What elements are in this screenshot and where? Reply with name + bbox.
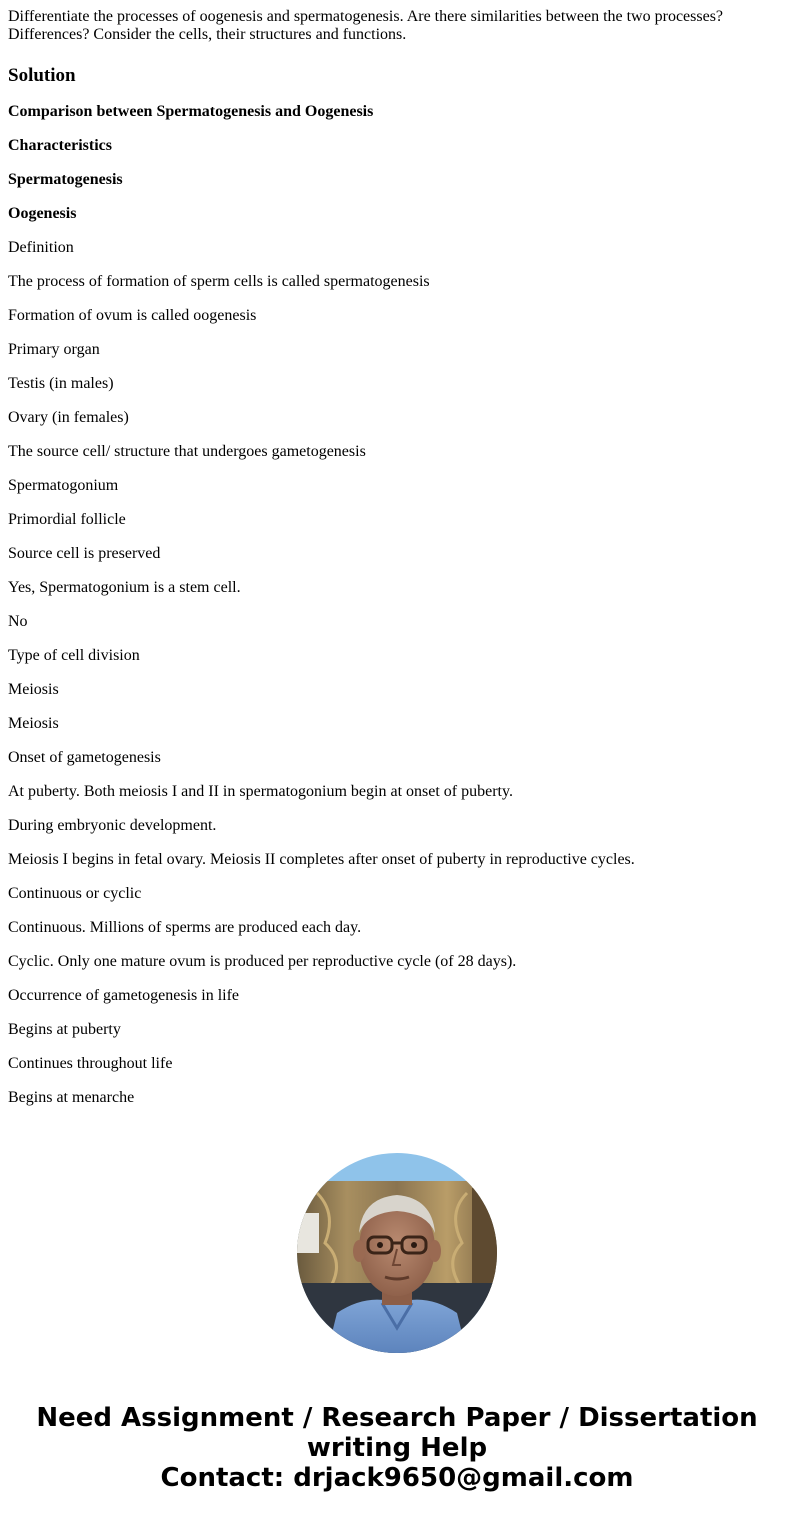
comparison-line: Testis (in males): [8, 375, 114, 392]
comparison-line: The source cell/ structure that undergoes gametogenesis: [8, 443, 366, 460]
comparison-line: Onset of gametogenesis: [8, 749, 161, 766]
comparison-line: Primary organ: [8, 341, 100, 358]
header-characteristics: Characteristics: [8, 137, 112, 154]
comparison-line: Type of cell division: [8, 647, 140, 664]
comparison-line: Meiosis: [8, 715, 59, 732]
comparison-line: Continuous or cyclic: [8, 885, 142, 902]
comparison-line: Spermatogonium: [8, 477, 119, 494]
comparison-line: Primordial follicle: [8, 511, 126, 528]
comparison-line: During embryonic development.: [8, 817, 217, 834]
comparison-line: Continues throughout life: [8, 1055, 173, 1072]
header-spermatogenesis: Spermatogenesis: [8, 171, 123, 188]
comparison-line: Yes, Spermatogonium is a stem cell.: [8, 579, 241, 596]
comparison-line: Ovary (in females): [8, 409, 129, 426]
comparison-line: Meiosis: [8, 681, 59, 698]
comparison-line: Occurrence of gametogenesis in life: [8, 987, 240, 1004]
comparison-line: Continuous. Millions of sperms are produced each day.: [8, 919, 362, 936]
promo-contact: Contact: drjack9650@gmail.com: [160, 1463, 634, 1493]
author-avatar: [297, 1153, 497, 1353]
comparison-line: Meiosis I begins in fetal ovary. Meiosis II completes after onset of puberty in reproductive cycles.: [8, 851, 635, 868]
comparison-line: Cyclic. Only one mature ovum is produced per reproductive cycle (of 28 days).: [8, 953, 517, 970]
question-text: Differentiate the processes of oogenesis and spermatogenesis. Are there similarities between the two processes? Differences? Consider the cells, their structures and functions.: [8, 8, 724, 43]
comparison-line: No: [8, 613, 28, 630]
promo-line-1: Need Assignment / Research Paper / Dissertation: [36, 1403, 758, 1433]
comparison-line: Begins at puberty: [8, 1021, 121, 1038]
comparison-line: The process of formation of sperm cells is called spermatogenesis: [8, 273, 430, 290]
solution-heading: Solution: [8, 65, 76, 86]
comparison-title: Comparison between Spermatogenesis and Oogenesis: [8, 103, 374, 120]
comparison-line: Definition: [8, 239, 74, 256]
header-oogenesis: Oogenesis: [8, 205, 77, 222]
author-portrait-image: [297, 1153, 497, 1353]
comparison-line: Begins at menarche: [8, 1089, 135, 1106]
comparison-line: Formation of ovum is called oogenesis: [8, 307, 257, 324]
comparison-line: At puberty. Both meiosis I and II in spermatogonium begin at onset of puberty.: [8, 783, 513, 800]
promo-line-2: writing Help: [306, 1433, 488, 1463]
comparison-line: Source cell is preserved: [8, 545, 161, 562]
promo-banner: [0, 1403, 794, 1493]
